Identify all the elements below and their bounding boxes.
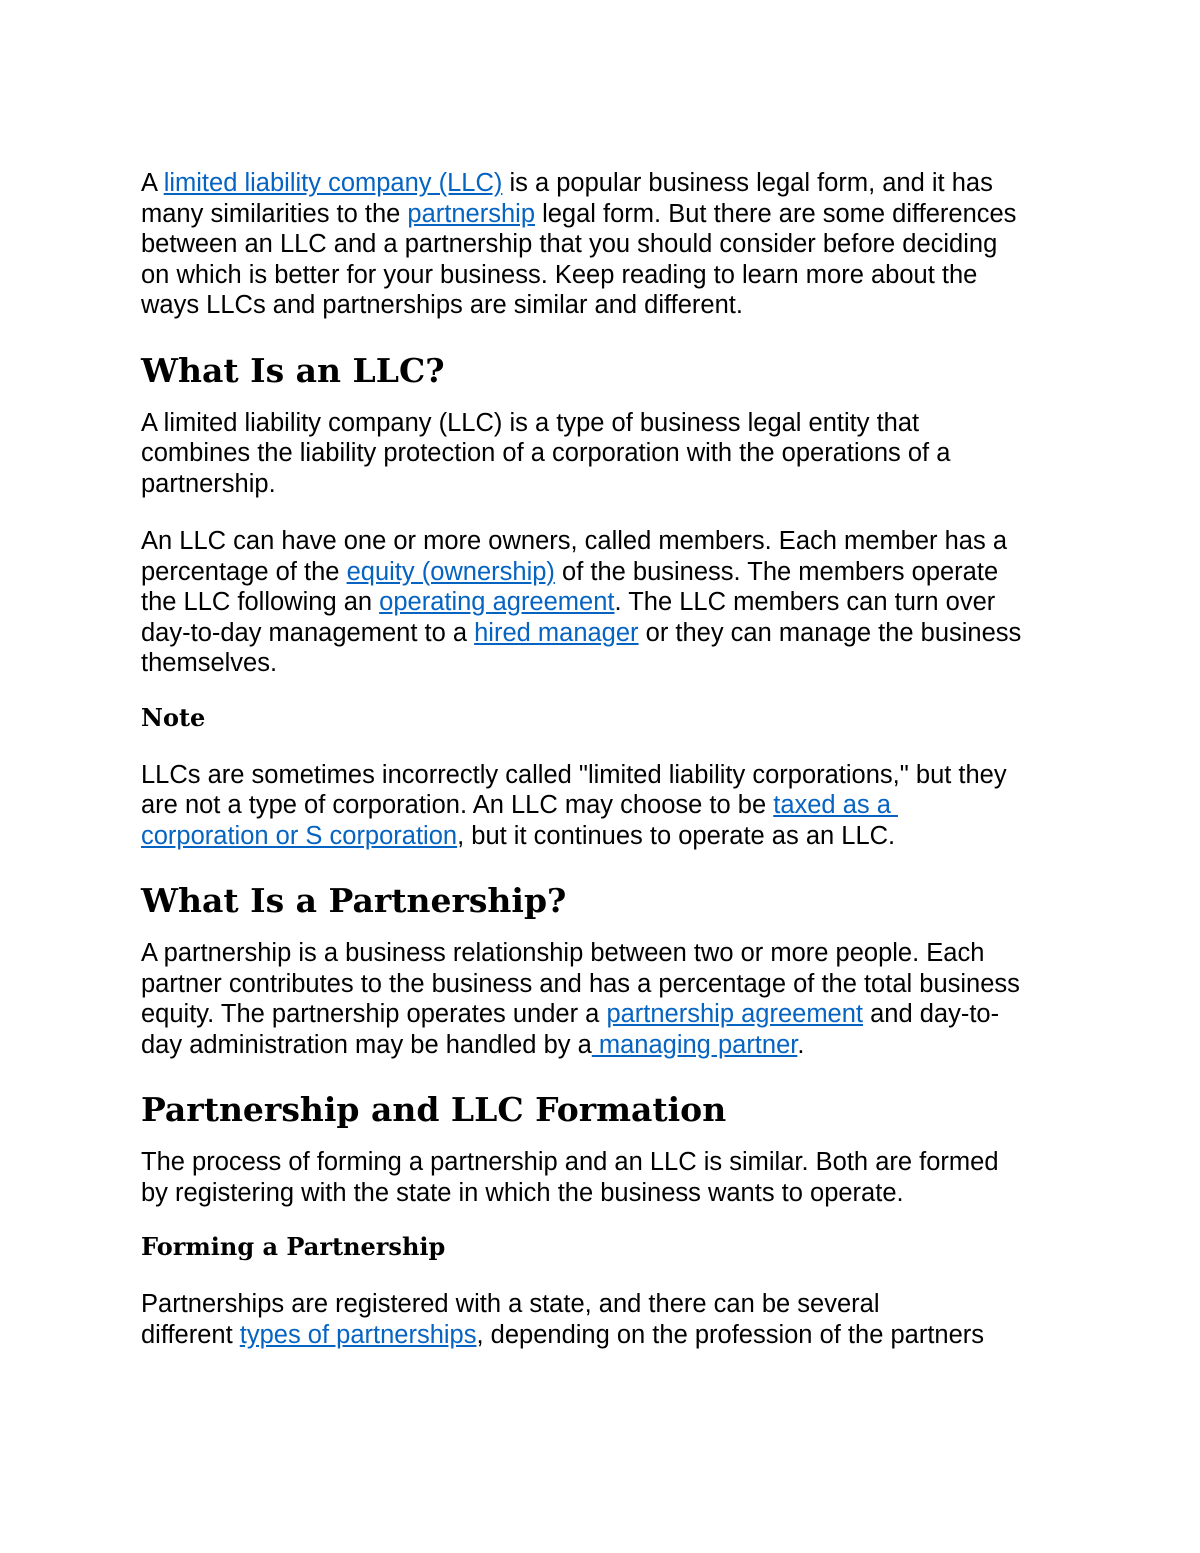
taxed-as-corporation-link[interactable]: taxed as a corporation or S corporation (141, 791, 898, 850)
llc-definition-paragraph: A limited liability company (LLC) is a type of business legal entity that combines the liability protection of a corporation with the operations of a partnership. (141, 408, 951, 498)
heading-forming-partnership: Forming a Partnership (141, 1232, 446, 1261)
note-paragraph: LLCs are sometimes incorrectly called "limited liability corporations," but they are not a type of corporation. An LLC may choose to be taxed as a corporation or S corporation, but it continues to operate as an LLC. (141, 760, 1007, 850)
managing-partner-link[interactable]: managing partner (591, 1030, 798, 1059)
heading-what-is-partnership: What Is a Partnership? (141, 881, 567, 920)
heading-what-is-llc: What Is an LLC? (141, 350, 445, 390)
document-body (141, 168, 1071, 1350)
llc-link[interactable]: limited liability company (LLC) (163, 169, 503, 197)
formation-paragraph: The process of forming a partnership and an LLC is similar. Both are formed by registering with the state in which the business wants to operate. (141, 1148, 999, 1207)
types-of-partnerships-link[interactable]: types of partnerships (239, 1320, 477, 1349)
operating-agreement-link[interactable]: operating agreement (379, 588, 615, 616)
forming-partnership-paragraph: Partnerships are registered with a state, and there can be several different types of partnerships, depending on the profession of the partners (141, 1290, 985, 1349)
note-heading: Note (141, 702, 206, 732)
llc-members-paragraph: An LLC can have one or more owners, called members. Each member has a percentage of the equity (ownership) of the business. The members operate the LLC following an operating agreement. The LLC members can turn over day-to-day management to a hired manager or they can manage the business themselves. (141, 527, 1022, 677)
partnership-link[interactable]: partnership (407, 199, 535, 228)
heading-formation: Partnership and LLC Formation (141, 1090, 727, 1129)
partnership-paragraph: A partnership is a business relationship between two or more people. Each partner contributes to the business and has a percentage of the total business equity. The partnership operates under a partnership agreement and day-to- day administration may be handled by a managing partner. (141, 939, 1020, 1059)
equity-link[interactable]: equity (ownership) (346, 557, 555, 586)
partnership-agreement-link[interactable]: partnership agreement (606, 1000, 864, 1028)
hired-manager-link[interactable]: hired manager (474, 618, 639, 647)
intro-paragraph: A limited liability company (LLC) is a popular business legal form, and it has many similarities to the partnership legal form. But there are some differences between an LLC and a partnership that you should consider before deciding on which is better for your business. Keep reading to learn more about the ways LLCs and partnerships are similar and different. (141, 169, 1017, 319)
